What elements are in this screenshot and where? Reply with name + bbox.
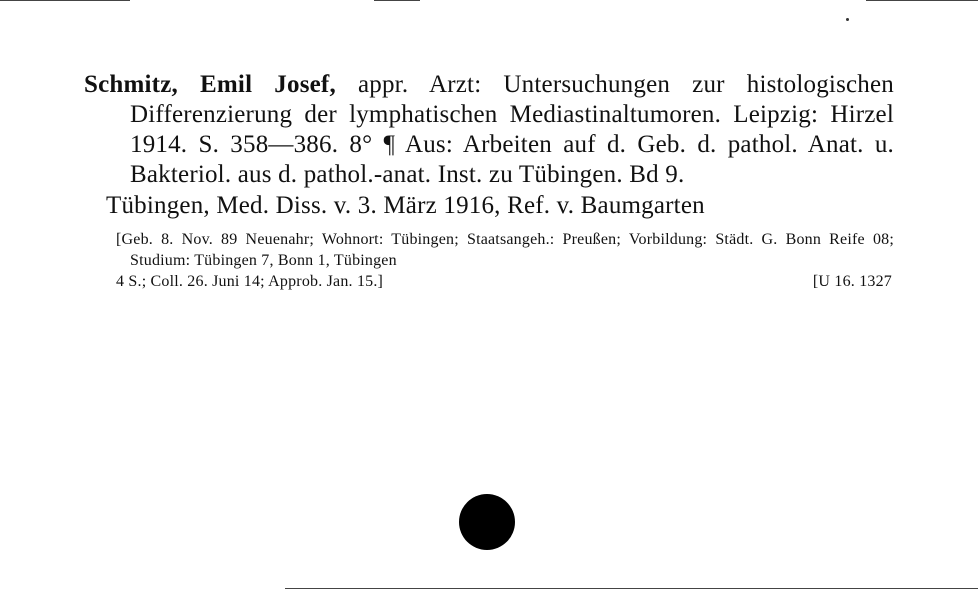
top-edge-line-right bbox=[866, 0, 978, 1]
catalog-card-text bbox=[84, 70, 894, 292]
dissertation-note: Tübingen, Med. Diss. v. 3. März 1916, Ref. v. Baumgarten bbox=[106, 192, 705, 219]
top-edge-line-left bbox=[0, 0, 130, 1]
vita-note bbox=[84, 229, 894, 292]
ink-speck bbox=[846, 18, 849, 21]
title-description: appr. Arzt: Untersuchungen zur histologischen Differenzierung der lymphatischen Mediastinaltumoren. Leipzig: Hirzel 1914. S. 358—386. 8° ¶ Aus: Arbeiten auf d. Geb. d. pathol. Anat. u. Bakteriol. aus d. pathol.-anat. Inst. zu Tübingen. Bd 9. bbox=[130, 71, 894, 188]
punch-hole bbox=[459, 494, 515, 550]
author-name: Schmitz, Emil Josef, bbox=[84, 71, 336, 98]
bottom-edge-line bbox=[285, 588, 978, 589]
vita-text: [Geb. 8. Nov. 89 Neuenahr; Wohnort: Tübingen; Staatsangeh.: Preußen; Vorbildung: Städt. G. Bonn Reife 08; Studium: Tübingen 7, Bonn 1, Tübingen bbox=[116, 231, 894, 269]
vita-end: 4 S.; Coll. 26. Juni 14; Approb. Jan. 15.] bbox=[116, 273, 384, 290]
main-entry bbox=[84, 70, 894, 190]
vita-last-line bbox=[116, 271, 894, 292]
top-edge-line-mid bbox=[374, 0, 420, 1]
catalog-number: [U 16. 1327 bbox=[812, 273, 892, 290]
